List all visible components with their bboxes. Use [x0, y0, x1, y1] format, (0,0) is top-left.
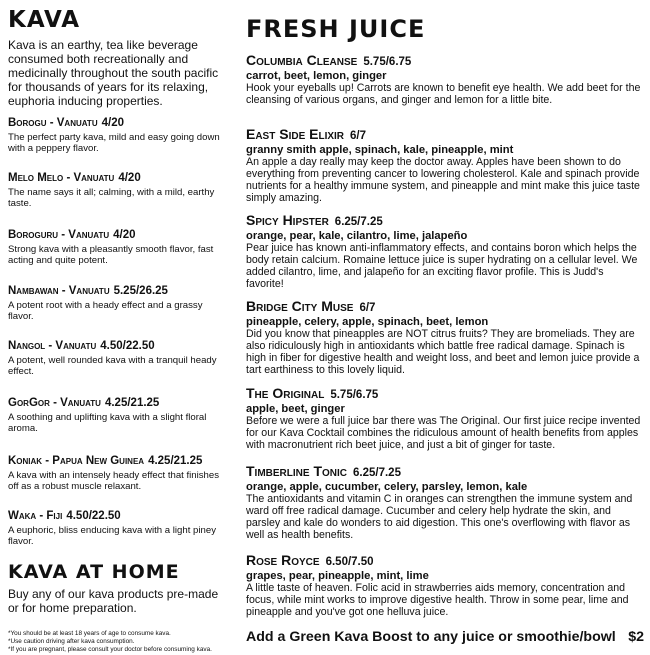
kava-at-home-title: KAVA AT HOME — [8, 561, 180, 583]
juice-item-ingredients: orange, apple, cucumber, celery, parsley, lemon, kale — [246, 481, 528, 493]
kava-item-nambawan — [8, 284, 230, 322]
juice-item-rose-royce — [246, 552, 644, 618]
kava-item-name: Boroguru - Vanuatu 4/20 — [8, 229, 136, 241]
kava-item-name: Waka - Fiji 4.50/22.50 — [8, 510, 121, 522]
juice-item-desc: Did you know that pineapples are NOT citrus fruits? They are bromeliads. They are also ridiculously high in antioxidants which battle free radical damage. Spinach is high in fiber for digestive health and weight loss, and beet and lemon juice provide a tart earthiness to this lovely liquid. — [246, 328, 640, 376]
kava-item-name: Borogu - Vanuatu 4/20 — [8, 117, 124, 129]
juice-column — [246, 14, 644, 645]
boost-label: Add a Green Kava Boost to any juice or smoothie/bowl — [246, 629, 616, 645]
juice-item-ingredients: orange, pear, kale, cilantro, lime, jalapeño — [246, 230, 468, 242]
fine-print-line: *Use caution driving after kava consumption. — [8, 637, 135, 645]
kava-item-desc: The name says it all; calming, with a mild, earthy taste. — [8, 187, 215, 209]
green-kava-boost — [246, 629, 644, 645]
kava-item-melo-melo — [8, 171, 230, 209]
juice-item-name: The Original 5.75/6.75 — [246, 385, 379, 401]
juice-item-price: 5.75/6.75 — [330, 389, 379, 401]
juice-item-ingredients: pineapple, celery, apple, spinach, beet, lemon — [246, 316, 489, 328]
kava-item-desc: A euphoric, bliss enducing kava with a light piney flavor. — [8, 525, 216, 547]
juice-item-desc: Before we were a full juice bar there was The Original. Our first juice recipe invented for our Kava Cocktail combines the ridiculous amount of health benefits from apples with macronutrient rich beet juice, and just a bit of ginger for taste. — [246, 415, 641, 451]
juice-item-name: Timberline Tonic 6.25/7.25 — [246, 463, 401, 479]
juice-title: FRESH JUICE — [246, 15, 426, 43]
kava-item-price: 5.25/26.25 — [113, 285, 168, 297]
kava-column — [8, 6, 230, 653]
kava-intro: Kava is an earthy, tea like beverage consumed both recreationally and medicinally throughout the south pacific for thousands of years for its relaxing, euphoria inducing properties. — [8, 38, 219, 108]
kava-item-waka — [8, 509, 230, 547]
kava-item-desc: A kava with an intensely heady effect that finishes off as a robust muscle relaxant. — [8, 470, 220, 492]
boost-price: $2 — [628, 629, 644, 645]
kava-item-name: Nambawan - Vanuatu 5.25/26.25 — [8, 285, 168, 297]
juice-item-name: Bridge City Muse 6/7 — [246, 298, 376, 314]
juice-item-desc: Hook your eyeballs up! Carrots are known to benefit eye health. We add beet for the cleansing of various organs, and ginger and lemon for a little bite. — [246, 82, 641, 106]
kava-item-price: 4.25/21.25 — [148, 455, 203, 467]
kava-item-name: Koniak - Papua New Guinea 4.25/21.25 — [8, 455, 203, 467]
juice-item-price: 5.75/6.75 — [363, 56, 412, 68]
kava-item-price: 4.25/21.25 — [104, 397, 160, 409]
kava-item-desc: Strong kava with a pleasantly smooth flavor, fast acting and quite potent. — [8, 244, 214, 266]
juice-item-price: 6.50/7.50 — [325, 556, 374, 568]
kava-item-name: GorGor - Vanuatu 4.25/21.25 — [8, 397, 160, 409]
juice-item-price: 6.25/7.25 — [334, 216, 383, 228]
kava-title: KAVA — [8, 7, 81, 33]
juice-item-desc: The antioxidants and vitamin C in oranges can strengthen the immune system and ward off free radical damage. Cucumber and celery help hydrate the skin, and parsley and kale do wonders to aid digestion. This one's overflowing with flavor as well as health benefits. — [246, 493, 633, 541]
juice-item-ingredients: apple, beet, ginger — [246, 403, 345, 415]
juice-item-desc: Pear juice has known anti-inflammatory effects, and contains boron which helps the body retain calcium. Romaine lettuce juice is super hydrating on a cellular level. We added cilantro, lime, and jalapeño for an exciting flavor profile. This is Judd's favorite! — [246, 242, 638, 290]
juice-item-name: Rose Royce 6.50/7.50 — [246, 552, 374, 568]
juice-item-east-side-elixir — [246, 126, 644, 204]
kava-at-home-text: Buy any of our kava products pre-made or for home preparation. — [8, 587, 219, 615]
kava-item-price: 4/20 — [113, 229, 136, 241]
fine-print-line: *If you are pregnant, please consult your doctor before consuming kava. — [8, 645, 212, 653]
kava-item-koniak — [8, 454, 230, 492]
kava-item-price: 4/20 — [101, 117, 124, 129]
juice-item-columbia-cleanse — [246, 52, 644, 106]
kava-item-borogu — [8, 116, 230, 154]
kava-item-desc: A potent root with a heady effect and a grassy flavor. — [8, 300, 203, 322]
juice-item-price: 6/7 — [359, 302, 376, 314]
kava-item-price: 4/20 — [118, 172, 141, 184]
juice-item-spicy-hipster — [246, 212, 644, 290]
juice-item-ingredients: carrot, beet, lemon, ginger — [246, 70, 387, 82]
juice-item-price: 6/7 — [350, 130, 367, 142]
juice-item-timberline-tonic — [246, 463, 644, 541]
kava-item-desc: A potent, well rounded kava with a tranquil heady effect. — [8, 355, 217, 377]
fine-print-line: *You should be at least 18 years of age to consume kava. — [8, 630, 171, 637]
kava-item-nangol — [8, 339, 230, 377]
juice-item-desc: An apple a day really may keep the doctor away. Apples have been shown to do everything from preventing cancer to lowering cholesterol. Kale and spinach provide nutrients for a healthy immune system, and pineapple and mint make this juice taste simply amazing. — [246, 156, 640, 204]
kava-item-gorgor — [8, 396, 230, 434]
juice-item-name: East Side Elixir 6/7 — [246, 126, 367, 142]
kava-item-desc: A soothing and uplifting kava with a slight floral aroma. — [8, 412, 207, 434]
kava-item-desc: The perfect party kava, mild and easy going down with a peppery flavor. — [8, 132, 220, 154]
juice-item-desc: A little taste of heaven. Folic acid in strawberries aids memory, concentration and focus, while mint works to improve digestive health. Throw in some pear, lime and pineapple and you've got one helluva juice. — [246, 582, 629, 618]
juice-item-ingredients: granny smith apple, spinach, kale, pineapple, mint — [246, 144, 514, 156]
kava-item-boroguru — [8, 228, 230, 266]
juice-item-ingredients: grapes, pear, pineapple, mint, lime — [246, 570, 429, 582]
juice-item-bridge-city-muse — [246, 298, 644, 376]
kava-item-name: Melo Melo - Vanuatu 4/20 — [8, 172, 141, 184]
kava-item-price: 4.50/22.50 — [66, 510, 121, 522]
juice-item-the-original — [246, 385, 644, 451]
kava-item-price: 4.50/22.50 — [100, 340, 155, 352]
kava-item-name: Nangol - Vanuatu 4.50/22.50 — [8, 340, 155, 352]
juice-item-name: Columbia Cleanse 5.75/6.75 — [246, 52, 412, 68]
juice-item-name: Spicy Hipster 6.25/7.25 — [246, 212, 383, 228]
fine-print — [8, 630, 212, 653]
juice-item-price: 6.25/7.25 — [353, 467, 401, 479]
